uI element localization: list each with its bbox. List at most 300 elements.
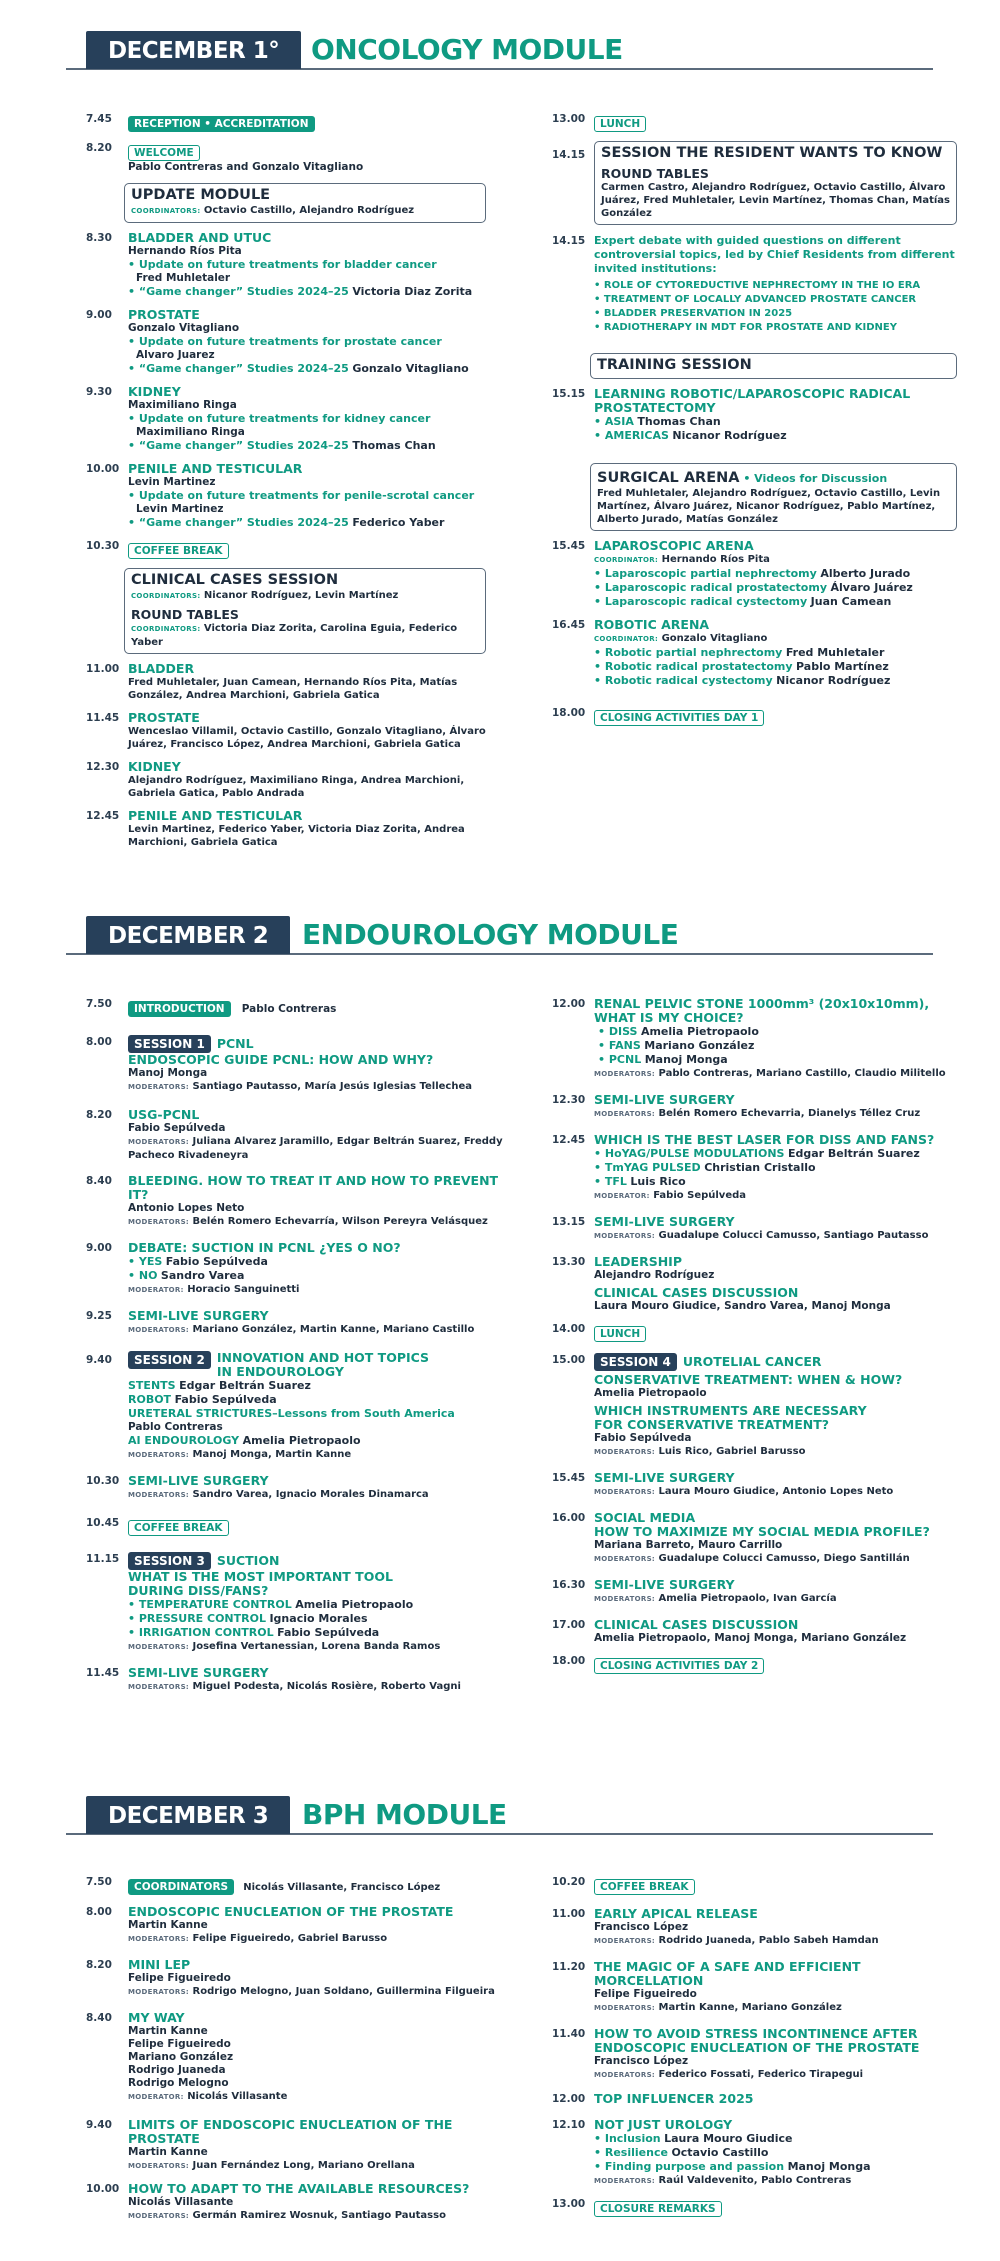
time-label: 18.00: [552, 707, 586, 719]
day1-right-column: [552, 112, 957, 735]
bullet-topic: • HoYAG/PULSE MODULATIONS: [594, 1147, 785, 1160]
schedule-item: [86, 141, 486, 174]
time-label: 11.20: [552, 1961, 586, 1973]
time-label: 11.00: [552, 1908, 586, 1920]
speaker-name: Amelia Pietropaolo, Manoj Monga, Mariano González: [594, 1632, 907, 1644]
time-label: 8.20: [86, 142, 112, 154]
box-subtitle: • Videos for Discussion: [739, 472, 888, 485]
time-label: 12.00: [552, 998, 586, 1010]
time-label: 10.00: [86, 463, 120, 475]
panel-names: Fred Muhletaler, Alejandro Rodríguez, Octavio Castillo, Levin Martínez, Álvaro Juárez, Nicanor Rodríguez, Pablo Martínez, Alberto Jurado, Matías González: [597, 488, 941, 525]
bullet-topic: • NO: [128, 1269, 158, 1282]
speaker-name: Thomas Chan: [637, 415, 721, 428]
bullet-topic: • Update on future treatments for penile-scrotal cancer: [128, 489, 475, 502]
training-session-box: [590, 353, 957, 379]
panel-names: Wenceslao Villamil, Octavio Castillo, Gonzalo Vitagliano, Álvaro Juárez, Francisco López, Andrea Marchioni, Gabriela Gatica: [128, 726, 486, 750]
moderators-names: Amelia Pietropaolo, Ivan García: [658, 1593, 837, 1604]
bullet-topic: STENTS: [128, 1379, 176, 1392]
coordinators-names: Nicolás Villasante, Francisco López: [243, 1882, 441, 1893]
speaker-name: Gonzalo Vitagliano: [352, 362, 469, 375]
time-label: 8.40: [86, 2012, 112, 2024]
talk-title: SEMI-LIVE SURGERY: [128, 1665, 269, 1680]
time-label: 9.00: [86, 1242, 112, 1254]
time-label: 13.00: [552, 113, 586, 125]
time-label: 11.00: [86, 663, 120, 675]
bullet-topic: • Resilience: [594, 2146, 668, 2159]
talk-title: DEBATE: SUCTION IN PCNL ¿YES O NO?: [128, 1240, 401, 1255]
introduction-badge: INTRODUCTION: [128, 1001, 231, 1017]
speaker-name: Fred Muhletaler: [785, 646, 885, 659]
talk-title: NOT JUST UROLOGY: [594, 2117, 733, 2132]
talk-title: SOCIAL MEDIA: [594, 1510, 696, 1525]
talk-title: SEMI-LIVE SURGERY: [128, 1473, 269, 1488]
coordinators-names: Victoria Diaz Zorita, Carolina Eguia, Federico Yaber: [131, 623, 458, 648]
talk-title: RENAL PELVIC STONE 1000mm³ (20x10x10mm), WHAT IS MY CHOICE?: [594, 996, 930, 1025]
speaker-name: Christian Cristallo: [704, 1161, 816, 1174]
speaker-name: Fabio Sepúlveda: [594, 1432, 692, 1444]
talk-title: SEMI-LIVE SURGERY: [594, 1470, 735, 1485]
time-label: 15.45: [552, 1472, 586, 1484]
talk-item: [552, 1618, 972, 1645]
debate-item: [552, 234, 957, 335]
time-label: 14.00: [552, 1323, 586, 1335]
time-label: 16.45: [552, 619, 586, 631]
moderators-label: MODERATORS:: [594, 2004, 656, 2012]
moderators-names: Martin Kanne, Mariano González: [658, 2002, 842, 2013]
time-label: 10.45: [86, 1517, 120, 1529]
talk-item: [552, 1093, 972, 1121]
speaker-name: Octavio Castillo: [671, 2146, 769, 2159]
speaker-name: Laura Mouro Giudice, Sandro Varea, Manoj Monga: [594, 1300, 891, 1312]
moderator-label: MODERATOR:: [128, 1286, 184, 1294]
time-label: 7.50: [86, 1876, 112, 1888]
speaker-name: Francisco López: [594, 2055, 689, 2067]
bullet-topic: • PRESSURE CONTROL: [128, 1612, 266, 1625]
moderators-label: MODERATORS:: [128, 1643, 190, 1651]
speaker-name: Rodrigo Juaneda: [128, 2064, 226, 2076]
speaker-name: Manoj Monga: [128, 1067, 208, 1079]
speaker-name: Manoj Monga: [644, 1053, 728, 1066]
talk-title: MINI LEP: [128, 1957, 191, 1972]
schedule-item: [86, 112, 486, 132]
debate-topic: • ROLE OF CYTOREDUCTIVE NEPHRECTOMY IN THE IO ERA: [594, 280, 921, 291]
speaker-name: Fabio Sepúlveda: [128, 1122, 226, 1134]
talk-item: [552, 2118, 972, 2188]
panel-names: Carmen Castro, Alejandro Rodríguez, Octavio Castillo, Álvaro Juárez, Fred Muhletaler, Levin Martínez, Thomas Chan, Matías González: [601, 182, 950, 219]
talk-title: PROSTATE: [128, 710, 200, 725]
talk-title: ENDOSCOPIC ENUCLEATION OF THE PROSTATE: [128, 1904, 454, 1919]
coordinator-name: Hernando Ríos Pita: [661, 554, 770, 565]
day3-module-title: BPH MODULE: [302, 1798, 507, 1831]
moderators-label: MODERATORS:: [128, 1326, 190, 1334]
speaker-name: Fabio Sepúlveda: [277, 1626, 380, 1639]
speaker-name: Thomas Chan: [352, 439, 436, 452]
talk-item: [86, 1666, 506, 1694]
talk-title: WHICH INSTRUMENTS ARE NECESSARY FOR CONSERVATIVE TREATMENT?: [594, 1403, 867, 1432]
moderators-label: MODERATORS:: [594, 1555, 656, 1563]
time-label: 14.15: [552, 149, 586, 161]
speaker-name: Fabio Sepúlveda: [174, 1393, 277, 1406]
debate-topic: • RADIOTHERAPY IN MDT FOR PROSTATE AND KIDNEY: [594, 322, 897, 333]
time-label: 8.30: [86, 232, 112, 244]
coordinators-label: COORDINATORS:: [131, 625, 201, 633]
speaker-name: Rodrigo Melogno: [128, 2077, 229, 2089]
moderator-name: Nicolás Villasante: [187, 2091, 288, 2102]
talk-title: LIMITS OF ENDOSCOPIC ENUCLEATION OF THE PROSTATE: [128, 2117, 453, 2146]
talk-title: TOP INFLUENCER 2025: [594, 2091, 754, 2106]
bullet-topic: • Robotic partial nephrectomy: [594, 646, 783, 659]
box-title: SURGICAL ARENA: [597, 470, 740, 486]
moderators-names: Juan Fernández Long, Mariano Orellana: [192, 2160, 415, 2171]
speaker-name: Manoj Monga: [787, 2160, 871, 2173]
bullet-topic: • Update on future treatments for prostate cancer: [128, 335, 442, 348]
bullet-topic: • FANS: [598, 1039, 641, 1052]
session-title: PCNL: [216, 1036, 254, 1051]
talk-title: WHAT IS THE MOST IMPORTANT TOOL DURING DISS/FANS?: [128, 1569, 393, 1598]
time-label: 15.00: [552, 1354, 586, 1366]
speaker-name: Hernando Ríos Pita: [128, 245, 242, 257]
moderators-names: Laura Mouro Giudice, Antonio Lopes Neto: [658, 1486, 894, 1497]
speaker-name: Pablo Contreras: [241, 1003, 337, 1015]
moderators-label: MODERATORS:: [128, 1083, 190, 1091]
speaker-name: Laura Mouro Giudice: [664, 2132, 793, 2145]
talk-title: SEMI-LIVE SURGERY: [594, 1577, 735, 1592]
time-label: 10.30: [86, 1475, 120, 1487]
moderators-names: Raúl Valdevenito, Pablo Contreras: [658, 2175, 852, 2186]
talk-subtitle: HOW TO MAXIMIZE MY SOCIAL MEDIA PROFILE?: [594, 1524, 930, 1539]
box-title: UPDATE MODULE: [131, 187, 271, 203]
time-label: 12.45: [86, 810, 120, 822]
day1-module-title: ONCOLOGY MODULE: [311, 33, 623, 66]
bullet-topic: • “Game changer” Studies 2024–25: [128, 439, 349, 452]
time-label: 8.20: [86, 1959, 112, 1971]
talk-item: [86, 462, 486, 530]
session-badge: SESSION 2: [128, 1351, 211, 1369]
talk-item: [86, 1474, 506, 1502]
day3-header: [66, 1795, 933, 1835]
moderators-label: MODERATORS:: [128, 1218, 190, 1226]
day2-header: [66, 915, 933, 955]
speaker-name: Martin Kanne: [128, 2146, 208, 2158]
coffee-break-badge: COFFEE BREAK: [594, 1879, 695, 1895]
talk-title: LEADERSHIP: [594, 1254, 682, 1269]
bullet-topic: • ASIA: [594, 415, 634, 428]
debate-topic: • TREATMENT OF LOCALLY ADVANCED PROSTATE CANCER: [594, 294, 917, 305]
talk-title: EARLY APICAL RELEASE: [594, 1906, 758, 1921]
schedule-item: [86, 997, 506, 1017]
box-subtitle: ROUND TABLES: [131, 607, 239, 622]
debate-topic: • BLADDER PRESERVATION IN 2025: [594, 308, 793, 319]
talk-item: [86, 1108, 506, 1162]
talk-title: WHICH IS THE BEST LASER FOR DISS AND FANS?: [594, 1132, 935, 1147]
bullet-topic: • Finding purpose and passion: [594, 2160, 785, 2173]
moderators-label: MODERATORS:: [128, 1683, 190, 1691]
talk-item: [552, 1960, 972, 2015]
session-badge: SESSION 3: [128, 1552, 211, 1570]
bullet-topic: • Update on future treatments for bladder cancer: [128, 258, 437, 271]
talk-title: SEMI-LIVE SURGERY: [594, 1092, 735, 1107]
moderators-label: MODERATORS:: [128, 1935, 190, 1943]
day2-left-column: [86, 997, 506, 1703]
talk-title: LEARNING ROBOTIC/LAPAROSCOPIC RADICAL PROSTATECTOMY: [594, 386, 911, 415]
schedule-item: [552, 2197, 972, 2217]
time-label: 15.15: [552, 388, 586, 400]
bullet-topic: • “Game changer” Studies 2024–25: [128, 516, 349, 529]
schedule-item: [552, 1322, 972, 1342]
moderators-names: Guadalupe Colucci Camusso, Diego Santillán: [658, 1553, 910, 1564]
speaker-name: Mariana Barreto, Mauro Carrillo: [594, 1539, 783, 1551]
speaker-name: Alejandro Rodríguez: [594, 1269, 715, 1281]
speaker-name: Felipe Figueiredo: [128, 2038, 231, 2050]
talk-title: PROSTATE: [128, 307, 200, 322]
moderators-names: Germán Ramirez Wosnuk, Santiago Pautasso: [192, 2210, 446, 2221]
session-item: [86, 1550, 506, 1654]
speaker-name: Fred Muhletaler: [136, 272, 231, 284]
speaker-name: Edgar Beltrán Suarez: [787, 1147, 920, 1160]
session-item: [86, 1033, 506, 1094]
moderators-names: Josefina Vertanessian, Lorena Banda Ramos: [192, 1641, 441, 1652]
talk-title: BLADDER: [128, 661, 195, 676]
day3-section: [0, 1795, 1000, 2221]
box-title: CLINICAL CASES SESSION: [131, 572, 339, 588]
speaker-name: Edgar Beltrán Suarez: [179, 1379, 311, 1392]
talk-title: USG-PCNL: [128, 1107, 200, 1122]
talk-item: [552, 1133, 972, 1203]
time-label: 12.45: [552, 1134, 586, 1146]
coordinators-badge: COORDINATORS: [128, 1879, 234, 1895]
speaker-name: Francisco López: [594, 1921, 689, 1933]
time-label: 18.00: [552, 1655, 586, 1667]
speaker-name: Antonio Lopes Neto: [128, 1202, 245, 1214]
coordinators-label: COORDINATORS:: [131, 592, 201, 600]
talk-title: KIDNEY: [128, 384, 181, 399]
box-subtitle: ROUND TABLES: [601, 166, 709, 181]
moderators-label: MODERATORS:: [128, 2212, 190, 2220]
speaker-name: Levin Martinez: [128, 476, 216, 488]
talk-item: [86, 1958, 506, 1999]
talk-item: [552, 997, 972, 1081]
bullet-topic: • Update on future treatments for kidney cancer: [128, 412, 431, 425]
debate-description: Expert debate with guided questions on different controversial topics, led by Chief Residents from different invited institutions:: [594, 234, 955, 275]
speaker-name: Gonzalo Vitagliano: [128, 322, 240, 334]
time-label: 12.30: [552, 1094, 586, 1106]
schedule-item: [552, 1875, 972, 1895]
talk-title: CLINICAL CASES DISCUSSION: [594, 1285, 799, 1300]
speaker-name: Nicolás Villasante: [128, 2196, 234, 2208]
surgical-arena-box: [590, 463, 957, 531]
session-title: SUCTION: [216, 1553, 280, 1568]
day1-left-column: [86, 112, 486, 858]
talk-item: [86, 231, 486, 299]
talk-title: PENILE AND TESTICULAR: [128, 461, 303, 476]
time-label: 11.45: [86, 712, 120, 724]
time-label: 12.10: [552, 2119, 586, 2131]
coffee-break-badge: COFFEE BREAK: [128, 1520, 229, 1536]
schedule-item: [552, 1654, 972, 1674]
arena-item: [552, 539, 957, 609]
reception-badge: RECEPTION • ACCREDITATION: [128, 116, 315, 132]
speaker-name: Martin Kanne: [128, 1919, 208, 1931]
talk-title: SEMI-LIVE SURGERY: [128, 1308, 269, 1323]
talk-item: [552, 387, 957, 443]
talk-item: [86, 2118, 506, 2173]
speaker-name: Felipe Figueiredo: [128, 1972, 231, 1984]
time-label: 12.00: [552, 2093, 586, 2105]
bullet-topic: • Inclusion: [594, 2132, 661, 2145]
talk-title: SEMI-LIVE SURGERY: [594, 1214, 735, 1229]
moderators-label: MODERATORS:: [594, 1110, 656, 1118]
talk-title: HOW TO ADAPT TO THE AVAILABLE RESOURCES?: [128, 2181, 470, 2196]
speaker-name: Luis Rico: [630, 1175, 686, 1188]
time-label: 15.45: [552, 540, 586, 552]
speaker-name: Levin Martinez: [136, 503, 224, 515]
day3-left-column: [86, 1875, 506, 2232]
speaker-name: Juan Camean: [810, 595, 892, 608]
time-label: 13.15: [552, 1216, 586, 1228]
panel-names: Fred Muhletaler, Juan Camean, Hernando Ríos Pita, Matías González, Andrea Marchioni, Gabriela Gatica: [128, 677, 458, 701]
schedule-item: [552, 706, 957, 726]
moderator-name: Fabio Sepúlveda: [653, 1190, 747, 1201]
bullet-topic: • Laparoscopic partial nephrectomy: [594, 567, 817, 580]
time-label: 10.00: [86, 2183, 120, 2195]
talk-title: THE MAGIC OF A SAFE AND EFFICIENT MORCELLATION: [594, 1959, 861, 1988]
bullet-topic: ROBOT: [128, 1393, 172, 1406]
talk-title: BLADDER AND UTUC: [128, 230, 272, 245]
moderators-label: MODERATORS:: [594, 1232, 656, 1240]
bullet-topic: • PCNL: [598, 1053, 642, 1066]
time-label: 14.15: [552, 235, 586, 247]
talk-title: ENDOSCOPIC GUIDE PCNL: HOW AND WHY?: [128, 1052, 434, 1067]
moderators-label: MODERATORS:: [594, 1595, 656, 1603]
speaker-name: Federico Yaber: [352, 516, 445, 529]
closure-badge: CLOSURE REMARKS: [594, 2201, 722, 2217]
moderators-label: MODERATORS:: [128, 2162, 190, 2170]
time-label: 11.15: [86, 1553, 120, 1565]
round-table-item: [86, 662, 486, 702]
moderators-label: MODERATORS:: [128, 1138, 190, 1146]
day3-date-badge: DECEMBER 3: [86, 1796, 290, 1834]
day1-header: [66, 30, 933, 70]
speaker-name: Nicanor Rodríguez: [672, 429, 787, 442]
closing-badge: CLOSING ACTIVITIES DAY 2: [594, 1658, 764, 1674]
coordinator-label: COORDINATOR:: [594, 556, 659, 564]
session-badge: SESSION 4: [594, 1353, 677, 1371]
session-badge: SESSION 1: [128, 1035, 211, 1053]
day1-section: [0, 30, 1000, 848]
speaker-name: Martin Kanne: [128, 2025, 208, 2037]
session-item: [86, 1351, 506, 1462]
time-label: 8.00: [86, 1036, 112, 1048]
schedule-item: [86, 1516, 506, 1536]
welcome-badge: WELCOME: [128, 145, 200, 161]
moderator-label: MODERATOR:: [594, 1192, 650, 1200]
talk-item: [552, 1907, 972, 1948]
talk-item: [86, 1309, 506, 1337]
talk-title: ROBOTIC ARENA: [594, 617, 710, 632]
schedule-item: [552, 112, 957, 132]
moderators-names: Belén Romero Echevarria, Dianelys Téllez Cruz: [658, 1108, 921, 1119]
speaker-name: Amelia Pietropaolo: [295, 1598, 414, 1611]
coordinators-names: Octavio Castillo, Alejandro Rodríguez: [203, 205, 415, 216]
moderators-label: MODERATORS:: [594, 1488, 656, 1496]
talk-title: BLEEDING. HOW TO TREAT IT AND HOW TO PREVENT IT?: [128, 1173, 499, 1202]
coordinator-name: Gonzalo Vitagliano: [661, 633, 768, 644]
round-table-item: [86, 760, 486, 800]
coordinators-label: COORDINATORS:: [131, 207, 201, 215]
moderators-names: Mariano González, Martin Kanne, Mariano Castillo: [192, 1324, 475, 1335]
session-title: UROTELIAL CANCER: [682, 1354, 822, 1369]
time-label: 13.00: [552, 2198, 586, 2210]
clinical-cases-box: [124, 568, 486, 654]
moderators-label: MODERATORS:: [594, 1448, 656, 1456]
speaker-name: Maximiliano Ringa: [136, 426, 245, 438]
time-label: 8.40: [86, 1175, 112, 1187]
talk-item: [86, 1241, 506, 1297]
resident-session-box: [594, 141, 957, 225]
moderators-label: MODERATORS:: [594, 2177, 656, 2185]
moderators-names: Pablo Contreras, Mariano Castillo, Claudio Militello: [658, 1068, 946, 1079]
speaker-name: Álvaro Juárez: [830, 581, 913, 594]
lunch-badge: LUNCH: [594, 1326, 646, 1342]
coffee-break-badge: COFFEE BREAK: [128, 543, 229, 559]
bullet-topic: • TEMPERATURE CONTROL: [128, 1598, 292, 1611]
time-label: 17.00: [552, 1619, 586, 1631]
bullet-topic: • Laparoscopic radical prostatectomy: [594, 581, 827, 594]
talk-item: [552, 1471, 972, 1499]
time-label: 9.40: [86, 1354, 112, 1366]
talk-item: [552, 2092, 972, 2106]
moderators-names: Guadalupe Colucci Camusso, Santiago Pautasso: [658, 1230, 929, 1241]
time-label: 9.00: [86, 309, 112, 321]
schedule-item: [86, 539, 486, 559]
talk-item: [86, 385, 486, 453]
moderator-label: MODERATOR:: [128, 2093, 184, 2101]
closing-badge: CLOSING ACTIVITIES DAY 1: [594, 710, 764, 726]
bullet-topic: • Robotic radical prostatectomy: [594, 660, 793, 673]
time-label: 11.40: [552, 2028, 586, 2040]
bullet-topic: • TFL: [594, 1175, 627, 1188]
time-label: 12.30: [86, 761, 120, 773]
moderators-label: MODERATORS:: [594, 2071, 656, 2079]
moderators-names: Felipe Figueiredo, Gabriel Barusso: [192, 1933, 388, 1944]
talk-item: [552, 1255, 972, 1313]
speaker-name: Sandro Varea: [160, 1269, 245, 1282]
time-label: 7.45: [86, 113, 112, 125]
time-label: 8.20: [86, 1109, 112, 1121]
time-label: 9.40: [86, 2119, 112, 2131]
time-label: 7.50: [86, 998, 112, 1010]
day1-date-badge: DECEMBER 1°: [86, 31, 301, 69]
moderators-label: MODERATORS:: [594, 1937, 656, 1945]
day2-right-column: [552, 997, 972, 1683]
round-table-item: [86, 711, 486, 751]
lunch-badge: LUNCH: [594, 116, 646, 132]
speaker-name: Fabio Sepúlveda: [165, 1255, 268, 1268]
speaker-name: Mariano González: [644, 1039, 755, 1052]
talk-item: [552, 1215, 972, 1243]
panel-names: Alejandro Rodríguez, Maximiliano Ringa, Andrea Marchioni, Gabriela Gatica, Pablo Andrada: [128, 775, 465, 799]
speaker-name: Amelia Pietropaolo: [594, 1387, 707, 1399]
bullet-topic: • DISS: [598, 1025, 638, 1038]
day2-module-title: ENDOUROLOGY MODULE: [302, 918, 679, 951]
talk-item: [86, 2011, 506, 2104]
day2-date-badge: DECEMBER 2: [86, 916, 290, 954]
speaker-name: Pablo Martínez: [796, 660, 889, 673]
speaker-name: Pablo Contreras: [128, 1421, 223, 1433]
moderators-names: Luis Rico, Gabriel Barusso: [658, 1446, 806, 1457]
panel-names: Levin Martinez, Federico Yaber, Victoria Diaz Zorita, Andrea Marchioni, Gabriela Gatica: [128, 824, 465, 848]
resident-session: [552, 141, 957, 225]
